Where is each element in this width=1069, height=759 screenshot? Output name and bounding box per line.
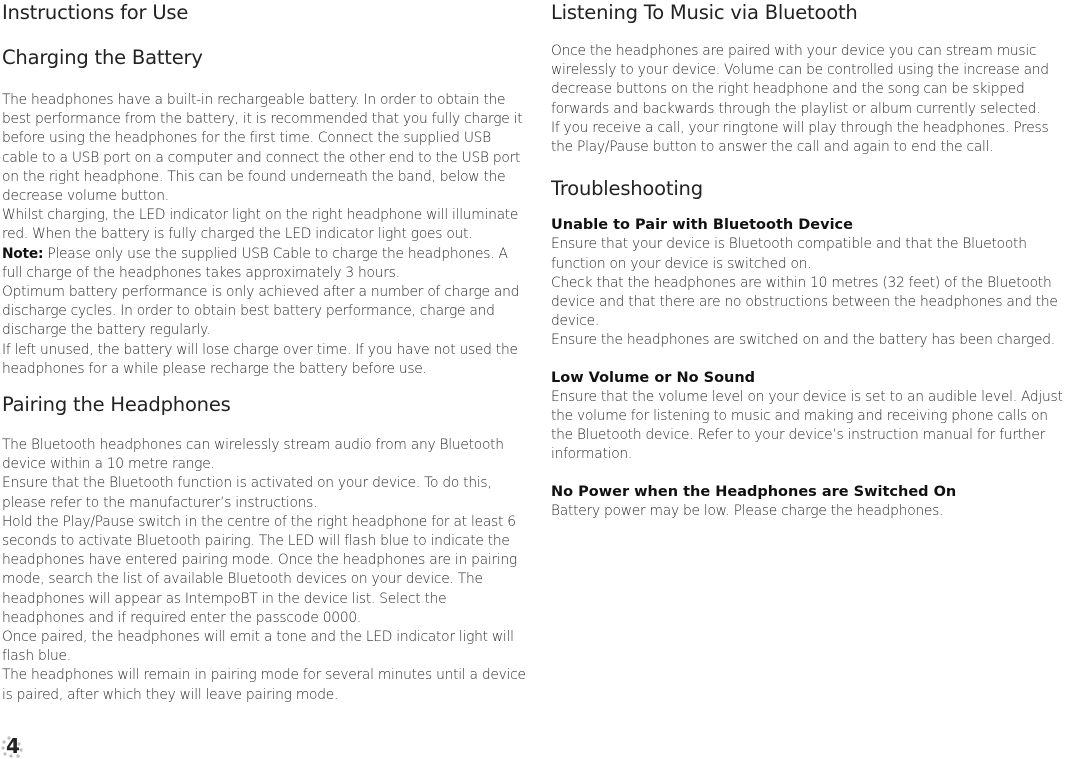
- right-column: [551, 0, 1069, 521]
- troubleshooting-heading: Low Volume or No Sound: [551, 369, 756, 386]
- pairing-section: [2, 436, 530, 705]
- troubleshooting-heading: Unable to Pair with Bluetooth Device: [551, 217, 853, 234]
- note-label: Note:: [2, 245, 44, 262]
- troubleshooting-line: Ensure that your device is Bluetooth compatible and that the Bluetooth function on your device is switched on.: [551, 236, 1027, 272]
- troubleshooting-item: [551, 483, 1069, 521]
- music-paragraph: If you receive a call, your ringtone will play through the headphones. Press the Play/Pause button to answer the call and again to end the call.: [551, 119, 1049, 156]
- music-section-title: Listening To Music via Bluetooth: [551, 1, 858, 24]
- page-title: Instructions for Use: [2, 1, 189, 24]
- charging-paragraph: Optimum battery performance is only achieved after a number of charge and discharge cycles. In order to obtain best battery performance, charge and discharge the battery regularly.: [2, 284, 520, 339]
- charging-section: [2, 91, 530, 379]
- pairing-paragraph: Ensure that the Bluetooth function is activated on your device. To do this, please refer to the manufacturer’s instructions.: [2, 475, 492, 511]
- pairing-paragraph: The headphones will remain in pairing mode for several minutes until a device is paired, after which they will leave pairing mode.: [2, 667, 526, 703]
- troubleshooting-item: [551, 369, 1069, 465]
- charging-note: [2, 245, 530, 283]
- troubleshooting-item: [551, 216, 1069, 350]
- troubleshooting-title: Troubleshooting: [551, 177, 703, 201]
- note-text: Please only use the supplied USB Cable to charge the headphones. A full charge of the headphones takes approximately 3 hours.: [2, 245, 508, 281]
- troubleshooting-heading: No Power when the Headphones are Switched On: [551, 483, 957, 500]
- troubleshooting-line: Battery power may be low. Please charge the headphones.: [551, 502, 944, 519]
- pairing-paragraph: Once paired, the headphones will emit a tone and the LED indicator light will flash blue.: [2, 629, 514, 665]
- left-column: [2, 0, 530, 705]
- pairing-paragraph: Hold the Play/Pause switch in the centre of the right headphone for at least 6 seconds to activate Bluetooth pairing. The LED will flash blue to indicate the headphones have entered pairing mode. Once the headphones are in pairing mode, search the list of available Bluetooth devices on your device. The headphones will appear as IntempoBT in the device list. Select the headphones and if required enter the passcode 0000.: [2, 513, 517, 626]
- pairing-paragraph: The Bluetooth headphones can wirelessly stream audio from any Bluetooth device within a 10 metre range.: [2, 437, 504, 473]
- troubleshooting-line: Check that the headphones are within 10 metres (32 feet) of the Bluetooth device and that there are no obstructions between the headphones and the device.: [551, 274, 1058, 330]
- charging-paragraph: The headphones have a built-in rechargeable battery. In order to obtain the best performance from the battery, it is recommended that you fully charge it before using the headphones for the first time. Connect the supplied USB cable to a USB port on a computer and connect the other end to the USB port on the right headphone. This can be found underneath the band, below the decrease volume button.: [2, 92, 523, 205]
- troubleshooting-line: Ensure that the volume level on your device is set to an audible level. Adjust the volume for listening to music and making and receiving phone calls on the Bluetooth device. Refer to your device’s instruction manual for further information.: [551, 388, 1063, 463]
- charging-paragraph: If left unused, the battery will lose charge over time. If you have not used the headphones for a while please recharge the battery before use.: [2, 341, 518, 377]
- charging-section-title: Charging the Battery: [2, 46, 203, 69]
- page-number-text: 4: [6, 734, 20, 758]
- music-section: [551, 42, 1069, 157]
- charging-paragraph: Whilst charging, the LED indicator light on the right headphone will illuminate red. When the battery is fully charged the LED indicator light goes out.: [2, 207, 519, 243]
- page-number: [0, 733, 32, 759]
- music-paragraph: Once the headphones are paired with your device you can stream music wirelessly to your device. Volume can be controlled using the increase and decrease buttons on the right headphone and the song can be skipped forwards and backwards through the playlist or album currently selected.: [551, 43, 1049, 117]
- troubleshooting-line: Ensure the headphones are switched on and the battery has been charged.: [551, 332, 1055, 349]
- pairing-section-title: Pairing the Headphones: [2, 393, 231, 417]
